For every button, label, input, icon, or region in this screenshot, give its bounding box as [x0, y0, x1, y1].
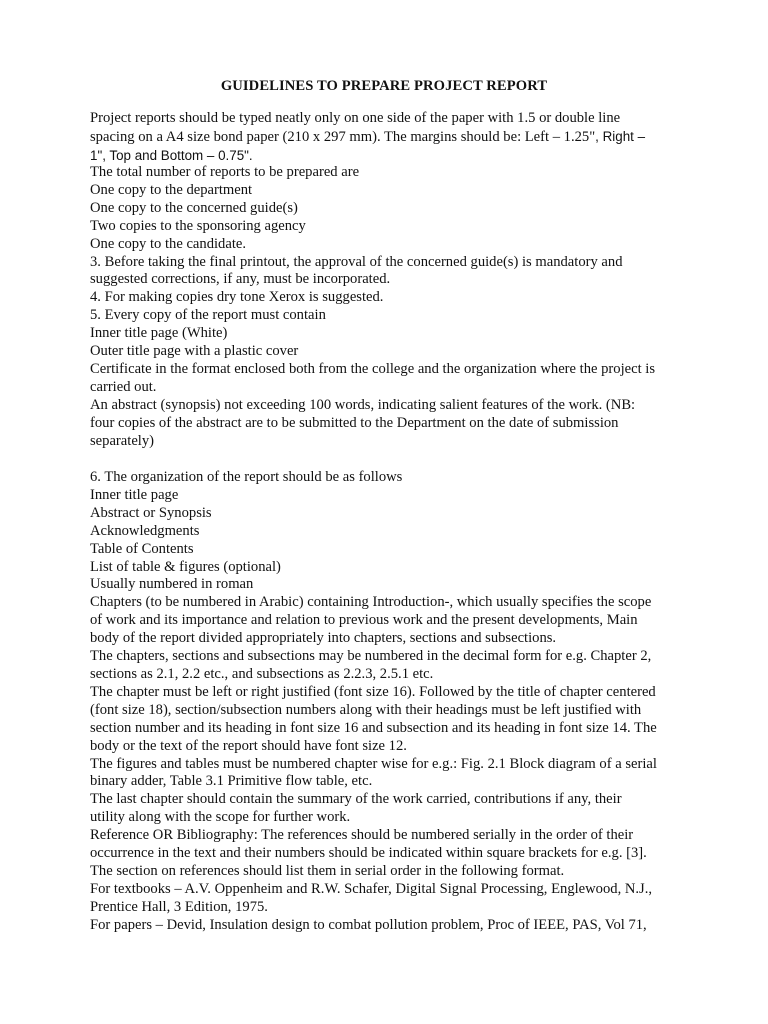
text-line: One copy to the candidate.: [90, 235, 247, 252]
text-line: of work and its importance and relation to previous work and the present developments, Main: [90, 612, 638, 629]
text-line: body of the report divided appropriately into chapters, sections and subsections.: [90, 630, 557, 647]
text-line: body or the text of the report should have font size 12.: [90, 737, 407, 754]
text-line: occurrence in the text and their numbers should be indicated within square brackets for e.g. [3].: [90, 845, 647, 862]
text-line: separately): [90, 432, 155, 449]
text-line: The chapters, sections and subsections may be numbered in the decimal form for e.g. Chapter 2,: [90, 648, 652, 665]
intro-line-text: , Right –: [595, 128, 646, 144]
intro-line: [90, 128, 690, 147]
text-line: section number and its heading in font size 16 and subsection and its heading in font size 14. The: [90, 719, 657, 736]
text-line: utility along with the scope for further work.: [90, 809, 351, 826]
text-line: Usually numbered in roman: [90, 576, 254, 593]
text-line: binary adder, Table 3.1 Primitive flow table, etc.: [90, 773, 373, 790]
intro-paragraph: [90, 110, 690, 165]
text-line: Table of Contents: [90, 540, 194, 557]
text-line: List of table & figures (optional): [90, 558, 281, 575]
text-line: Acknowledgments: [90, 522, 200, 539]
text-line: Outer title page with a plastic cover: [90, 343, 299, 360]
text-line: The figures and tables must be numbered chapter wise for e.g.: Fig. 2.1 Block diagram of a serial: [90, 755, 657, 772]
intro-line: Project reports should be typed neatly only on one side of the paper with 1.5 or double line: [90, 110, 621, 126]
text-line: The total number of reports to be prepared are: [90, 164, 360, 180]
text-line: The section on references should list them in serial order in the following format.: [90, 862, 565, 879]
text-line: Prentice Hall, 3 Edition, 1975.: [90, 898, 268, 915]
text-line: sections as 2.1, 2.2 etc., and subsections as 2.2.3, 2.5.1 etc.: [90, 665, 434, 682]
text-line: For papers – Devid, Insulation design to combat pollution problem, Proc of IEEE, PAS, Vol 71,: [90, 916, 647, 933]
text-line: four copies of the abstract are to be submitted to the Department on the date of submission: [90, 414, 619, 431]
intro-line: 1", Top and Bottom – 0.75".: [90, 147, 253, 163]
text-line: 6. The organization of the report should be as follows: [90, 469, 403, 485]
text-line: One copy to the department: [90, 181, 253, 198]
text-line: One copy to the concerned guide(s): [90, 199, 298, 216]
document-title: GUIDELINES TO PREPARE PROJECT REPORT: [220, 78, 548, 94]
text-line: For textbooks – A.V. Oppenheim and R.W. Schafer, Digital Signal Processing, Englewood, N.J.,: [90, 880, 653, 897]
text-line: Reference OR Bibliography: The references should be numbered serially in the order of their: [90, 827, 634, 844]
text-line: The chapter must be left or right justified (font size 16). Followed by the title of chapter centered: [90, 683, 656, 700]
text-line: Abstract or Synopsis: [90, 504, 212, 521]
text-line: Inner title page (White): [90, 325, 228, 342]
text-line: An abstract (synopsis) not exceeding 100 words, indicating salient features of the work. (NB:: [90, 396, 636, 413]
text-line: 3. Before taking the final printout, the approval of the concerned guide(s) is mandatory and: [90, 253, 623, 270]
text-line: suggested corrections, if any, must be incorporated.: [90, 271, 391, 288]
text-line: The last chapter should contain the summary of the work carried, contributions if any, their: [90, 791, 622, 808]
text-line: 4. For making copies dry tone Xerox is suggested.: [90, 289, 384, 306]
text-line: Certificate in the format enclosed both from the college and the organization where the project is: [90, 360, 656, 377]
text-line: carried out.: [90, 378, 157, 395]
text-line: (font size 18), section/subsection numbers along with their headings must be left justified with: [90, 701, 642, 718]
intro-line-text: spacing on a A4 size bond paper (210 x 297 mm). The margins should be: Left – 1.25": [90, 128, 596, 145]
text-line: Chapters (to be numbered in Arabic) containing Introduction-, which usually specifies the scope: [90, 594, 652, 611]
text-line: Two copies to the sponsoring agency: [90, 217, 306, 234]
section-a: [90, 164, 690, 451]
text-line: Inner title page: [90, 486, 179, 503]
text-line: 5. Every copy of the report must contain: [90, 307, 326, 324]
section-b: [90, 469, 690, 935]
